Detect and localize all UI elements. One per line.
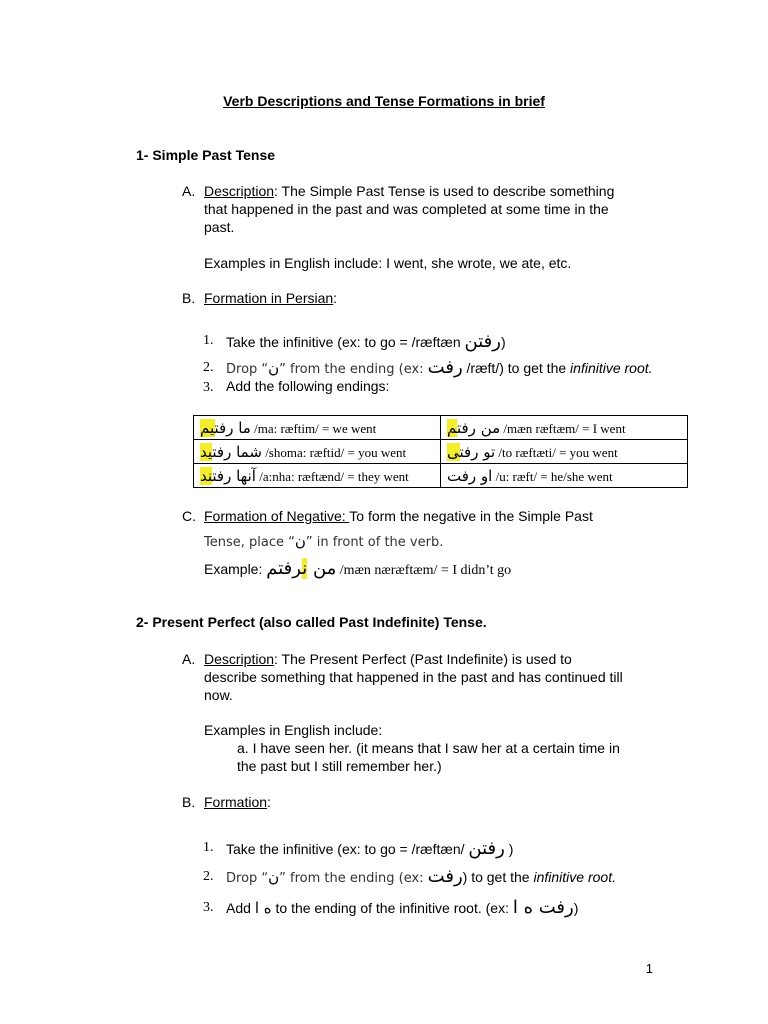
s2-formation-colon: : [267, 794, 271, 810]
s2-step3: Add ه ا to the ending of the infinitive root. (ex: رفت ه ا) [226, 897, 579, 918]
s2-formation-label: Formation [204, 794, 268, 810]
s1-description-line2: that happened in the past and was completed at some time in the [204, 201, 609, 217]
table-row [194, 440, 688, 464]
s1-step2-pre: Drop “ [226, 362, 269, 377]
s1-description [204, 183, 614, 199]
s2-step1-persian: رفتن [468, 838, 505, 859]
s1-description-line1: : The Simple Past Tense is used to describe something [274, 183, 615, 199]
s1-step1 [226, 331, 506, 352]
table-row [194, 464, 688, 488]
s1-step1-number: 1. [203, 333, 214, 348]
s2-step2-number: 2. [203, 869, 214, 884]
s1-examples: Examples in English include: I went, she wrote, we ate, etc. [204, 255, 572, 271]
s1-step1-end: ) [500, 334, 506, 350]
s1-step2-number: 2. [203, 360, 214, 375]
conjugation-table [193, 415, 688, 488]
s1-formation [204, 290, 337, 306]
s2-examples: Examples in English include: [204, 722, 383, 738]
table-cell: من رفتم /mæn ræftæm/ = I went [441, 416, 688, 440]
s1-step3-number: 3. [203, 380, 214, 395]
s1-a-letter: A. [182, 183, 196, 199]
page-number: 1 [645, 961, 653, 976]
s1-step1-text: Take the infinitive (ex: to go = /ræftæn [226, 334, 465, 350]
s1-description-line3: past. [204, 219, 235, 235]
s2-b-letter: B. [182, 794, 196, 810]
s1-step2-italic: infinitive root. [570, 360, 653, 376]
s1-b-letter: B. [182, 290, 196, 306]
s1-step2-nun: ن [268, 359, 280, 377]
section-1-heading: 1- Simple Past Tense [136, 147, 276, 163]
s2-step1 [226, 838, 513, 859]
s1-c-letter: C. [182, 508, 196, 524]
s1-description-label: Description [204, 183, 275, 199]
s1-negative-example: Example: من نرفتم /mæn næræftæm/ = I didn’t go [204, 558, 512, 579]
s2-formation [204, 794, 271, 810]
s2-description-label: Description [204, 651, 275, 667]
table-cell: ما رفتیم /ma: ræftim/ = we went [194, 416, 441, 440]
s1-negative-label: Formation of Negative: [204, 508, 350, 524]
section-2-heading: 2- Present Perfect (also called Past Indefinite) Tense. [136, 614, 487, 630]
s2-step1-number: 1. [203, 840, 214, 855]
s2-step3-number: 3. [203, 900, 214, 915]
s2-description-line2: describe something that happened in the past and has continued till [204, 669, 623, 685]
s1-step2-persian: رفت [427, 357, 463, 378]
s2-example-a-line2: the past but I still remember her.) [237, 758, 442, 774]
example-label: Example: [204, 561, 267, 577]
s1-negative [204, 508, 593, 524]
s1-formation-label: Formation in Persian [204, 290, 334, 306]
s1-step3-text: Add the following endings: [226, 378, 390, 394]
s1-step1-persian: رفتن [464, 331, 501, 352]
s1-negative-line2: Tense, place “ن” in front of the verb. [204, 532, 444, 550]
table-cell: تو رفتی /to ræftæti/ = you went [441, 440, 688, 464]
s2-a-letter: A. [182, 651, 196, 667]
table-row [194, 416, 688, 440]
s1-step2-post: /ræft/) to get the [462, 360, 571, 376]
s2-description-line1: : The Present Perfect (Past Indefinite) is used to [274, 651, 572, 667]
table-cell: او رفت /u: ræft/ = he/she went [441, 464, 688, 488]
s1-step2-mid: ” from the ending (ex: [279, 362, 428, 377]
table-cell: شما رفتید /shoma: ræftid/ = you went [194, 440, 441, 464]
s2-step1-end: ) [504, 841, 514, 857]
s2-step1-text: Take the infinitive (ex: to go = /ræftæn/ [226, 841, 469, 857]
s2-description-line3: now. [204, 687, 233, 703]
page-title: Verb Descriptions and Tense Formations in brief [223, 93, 545, 109]
s1-formation-colon: : [333, 290, 338, 306]
s1-step2 [226, 357, 653, 378]
s2-step2: Drop “ن” from the ending (ex: رفت) to get the infinitive root. [226, 866, 616, 887]
table-cell: آنها رفتند /a:nha: ræftænd/ = they went [194, 464, 441, 488]
s2-description [204, 651, 572, 667]
s2-example-a-line1: a. I have seen her. (it means that I saw her at a certain time in [237, 740, 620, 756]
s1-negative-line1: To form the negative in the Simple Past [349, 508, 593, 524]
